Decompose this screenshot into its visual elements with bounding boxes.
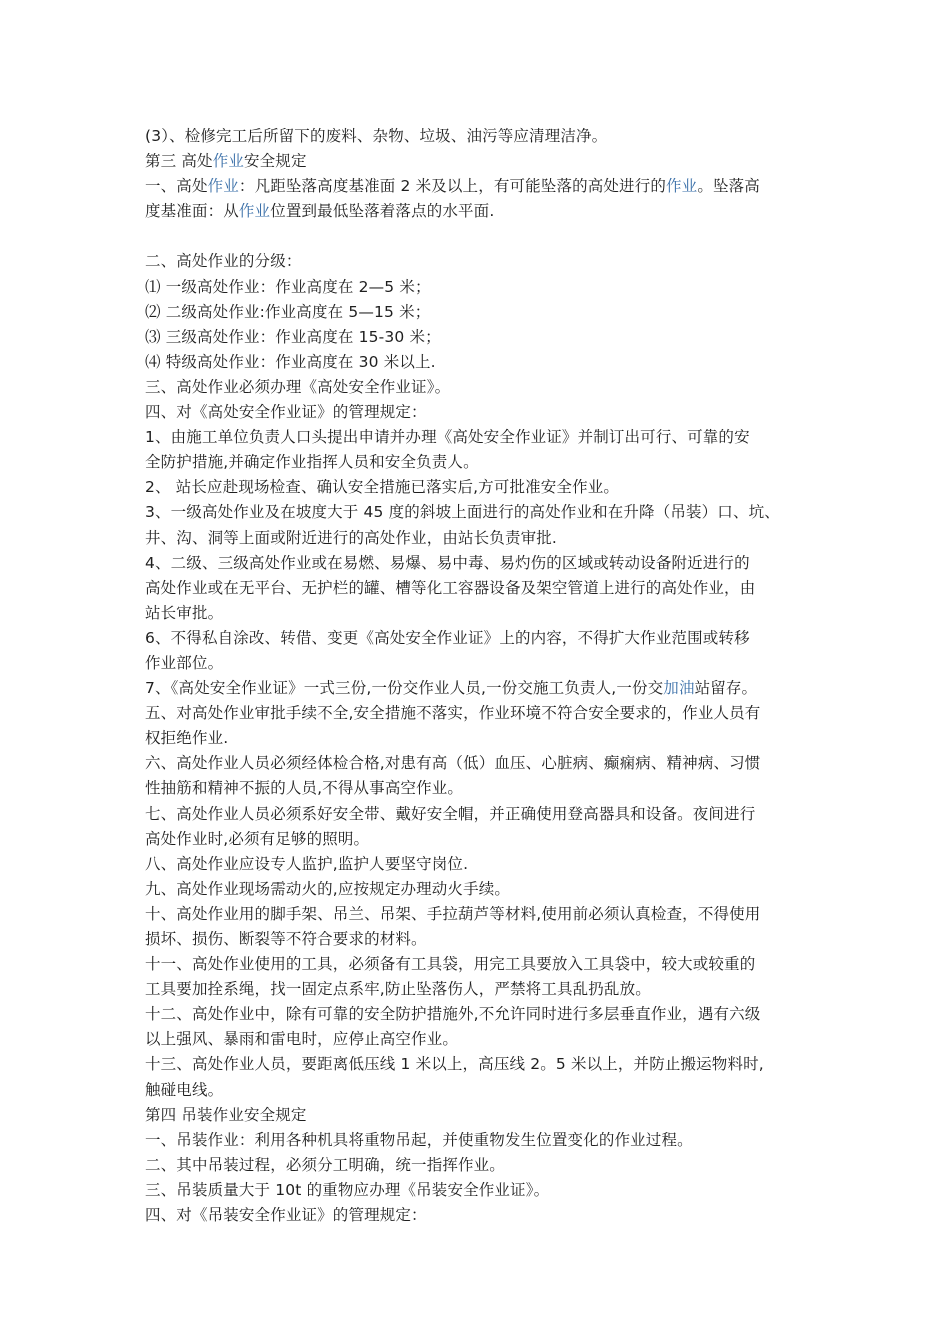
text-line — [145, 425, 815, 450]
text-line — [145, 124, 815, 149]
highlighted-keyword: 作业 — [212, 152, 244, 171]
text-segment: 三、高处作业必须办理《高处安全作业证》。 — [145, 377, 451, 396]
text-segment: 一、吊装作业：利用各种机具将重物吊起，并使重物发生位置变化的作业过程。 — [145, 1130, 693, 1149]
text-segment: 十一、高处作业使用的工具，必须备有工具袋，用完工具要放入工具袋中，较大或较重的 — [145, 955, 756, 974]
text-segment: 。坠落高 — [697, 177, 760, 196]
text-segment: 工具要加拴系绳，找一固定点系牢,防止坠落伤人，严禁将工具乱扔乱放。 — [145, 980, 651, 999]
text-segment: 九、高处作业现场需动火的,应按规定办理动火手续。 — [145, 879, 511, 898]
text-segment: 全防护措施,并确定作业指挥人员和安全负责人。 — [145, 453, 479, 472]
text-line — [145, 300, 815, 325]
text-segment: 4、二级、三级高处作业或在易燃、易爆、易中毒、易灼伤的区域或转动设备附近进行的 — [145, 553, 750, 572]
text-line — [145, 701, 815, 726]
text-line — [145, 776, 815, 801]
text-segment: 四、对《吊装安全作业证》的管理规定： — [145, 1206, 427, 1225]
text-segment: ⑶ 三级高处作业：作业高度在 15-30 米； — [145, 327, 441, 346]
text-line — [145, 551, 815, 576]
text-segment: 一、高处 — [145, 177, 208, 196]
text-segment: 站长审批。 — [145, 603, 224, 622]
text-line — [145, 475, 815, 500]
text-line — [145, 1178, 815, 1203]
text-line — [145, 626, 815, 651]
text-segment: 七、高处作业人员必须系好安全带、戴好安全帽，并正确使用登高器具和设备。夜间进行 — [145, 804, 756, 823]
text-segment: 三、吊装质量大于 10t 的重物应办理《吊装安全作业证》。 — [145, 1180, 550, 1199]
text-segment: 二、其中吊装过程，必须分工明确，统一指挥作业。 — [145, 1155, 505, 1174]
text-line — [145, 350, 815, 375]
text-line — [145, 1078, 815, 1103]
highlighted-keyword: 作业 — [207, 177, 239, 196]
text-segment: 3、一级高处作业及在坡度大于 45 度的斜坡上面进行的高处作业和在升降（吊装）口、坑、 — [145, 503, 780, 522]
highlighted-keyword: 作业 — [666, 177, 698, 196]
text-line — [145, 651, 815, 676]
text-line — [145, 726, 815, 751]
text-line — [145, 676, 815, 701]
text-segment: 八、高处作业应设专人监护,监护人要坚守岗位. — [145, 854, 469, 873]
text-line — [145, 902, 815, 927]
document-body — [145, 124, 815, 1228]
text-line — [145, 500, 815, 525]
text-line — [145, 249, 815, 274]
text-line — [145, 375, 815, 400]
text-line — [145, 1052, 815, 1077]
text-segment: 第四 吊装作业安全规定 — [145, 1105, 307, 1124]
text-line — [145, 1153, 815, 1178]
text-line — [145, 1103, 815, 1128]
text-line — [145, 927, 815, 952]
text-line — [145, 1203, 815, 1228]
text-segment: 十、高处作业用的脚手架、吊兰、吊架、手拉葫芦等材料,使用前必须认真检查，不得使用 — [145, 904, 761, 923]
text-line — [145, 802, 815, 827]
highlighted-keyword: 作业 — [238, 202, 271, 221]
highlighted-keyword: 加油 — [663, 679, 695, 698]
text-segment: 损坏、损伤、断裂等不符合要求的材料。 — [145, 930, 427, 948]
text-line — [145, 877, 815, 902]
text-line — [145, 576, 815, 601]
text-segment: 高处作业或在无平台、无护栏的罐、槽等化工容器设备及架空管道上进行的高处作业，由 — [145, 578, 756, 597]
text-line — [145, 1128, 815, 1153]
text-line — [145, 400, 815, 425]
text-line — [145, 751, 815, 776]
text-segment: 权拒绝作业. — [145, 729, 229, 748]
text-segment: ⑷ 特级高处作业：作业高度在 30 米以上. — [145, 352, 436, 371]
text-segment: 五、对高处作业审批手续不全,安全措施不落实，作业环境不符合安全要求的，作业人员有 — [145, 704, 761, 723]
text-line — [145, 199, 815, 224]
text-segment: 性抽筋和精神不振的人员,不得从事高空作业。 — [145, 779, 464, 798]
blank-line — [145, 224, 815, 249]
text-segment: 触碰电线。 — [145, 1080, 224, 1099]
text-segment: 1、由施工单位负责人口头提出申请并办理《高处安全作业证》并制订出可行、可靠的安 — [145, 428, 750, 447]
text-segment: 第三 高处 — [145, 152, 213, 171]
text-line — [145, 526, 815, 551]
text-segment: 6、不得私自涂改、转借、变更《高处安全作业证》上的内容，不得扩大作业范围或转移 — [145, 628, 750, 647]
text-line — [145, 1027, 815, 1052]
text-line — [145, 1002, 815, 1027]
text-segment: 7、《高处安全作业证》一式三份,一份交作业人员,一份交施工负责人,一份交 — [145, 679, 664, 698]
text-segment: 站留存。 — [694, 679, 758, 698]
text-line — [145, 952, 815, 977]
text-segment: 以上强风、暴雨和雷电时，应停止高空作业。 — [145, 1030, 459, 1049]
text-segment: 高处作业时,必须有足够的照明。 — [145, 829, 370, 848]
text-segment: 安全规定 — [244, 152, 307, 171]
text-line — [145, 852, 815, 877]
text-segment: 位置到最低坠落着落点的水平面. — [270, 202, 495, 221]
text-line — [145, 827, 815, 852]
text-segment: 十三、高处作业人员，要距离低压线 1 米以上，高压线 2。5 米以上，并防止搬运物料时, — [145, 1055, 764, 1074]
text-segment: (3）、检修完工后所留下的废料、杂物、垃圾、油污等应清理洁净。 — [145, 127, 608, 145]
text-line — [145, 149, 815, 174]
text-line — [145, 601, 815, 626]
text-line — [145, 325, 815, 350]
text-line — [145, 275, 815, 300]
text-segment: 度基准面：从 — [145, 202, 239, 221]
text-segment: ⑴ 一级高处作业：作业高度在 2—5 米； — [145, 277, 431, 296]
text-segment: 四、对《高处安全作业证》的管理规定： — [145, 403, 427, 422]
text-segment: 井、沟、洞等上面或附近进行的高处作业，由站长负责审批. — [145, 528, 557, 547]
text-segment: 作业部位。 — [145, 653, 224, 672]
text-line — [145, 174, 815, 199]
text-segment: 六、高处作业人员必须经体检合格,对患有高（低）血压、心脏病、癫痫病、精神病、习惯 — [145, 754, 761, 773]
text-segment: 二、高处作业的分级： — [145, 252, 302, 271]
text-segment: 十二、高处作业中，除有可靠的安全防护措施外,不允许同时进行多层垂直作业，遇有六级 — [145, 1005, 761, 1024]
text-segment: ⑵ 二级高处作业:作业高度在 5—15 米； — [145, 302, 431, 321]
text-line — [145, 450, 815, 475]
text-segment: 2、 站长应赴现场检查、确认安全措施已落实后,方可批准安全作业。 — [145, 478, 620, 497]
text-line — [145, 977, 815, 1002]
text-segment: ：凡距坠落高度基准面 2 米及以上，有可能坠落的高处进行的 — [238, 177, 666, 196]
